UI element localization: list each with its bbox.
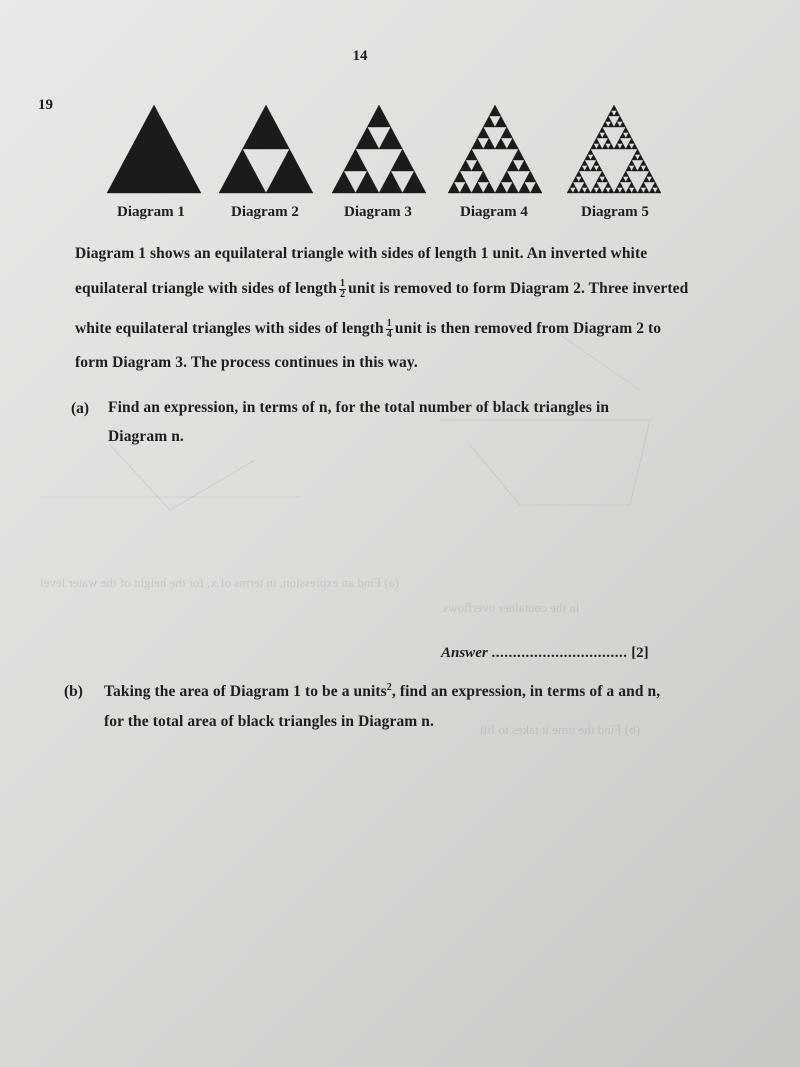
part-a-question-line: Diagram n. bbox=[108, 428, 184, 445]
superscript: 2 bbox=[386, 682, 392, 693]
fraction-quarter bbox=[386, 319, 393, 340]
part-b-label: (b) bbox=[64, 683, 83, 700]
sierpinski-triangle-depth-1 bbox=[218, 104, 314, 194]
diagram-label: Diagram 3 bbox=[344, 204, 412, 220]
part-b-text: , find an expression, in terms of a and n, bbox=[391, 683, 661, 701]
black-triangle bbox=[472, 138, 484, 149]
black-triangle bbox=[495, 138, 507, 149]
question-number: 19 bbox=[38, 97, 53, 113]
black-triangle bbox=[495, 182, 507, 193]
part-a-label: (a) bbox=[71, 400, 90, 417]
black-triangle bbox=[501, 171, 513, 182]
part-a-question-line: Find an expression, in terms of n, for the total number of black triangles in bbox=[108, 399, 610, 416]
black-triangle bbox=[501, 127, 513, 138]
black-triangle bbox=[466, 149, 478, 160]
sierpinski-triangle-depth-2 bbox=[331, 104, 427, 194]
black-triangle bbox=[582, 182, 588, 188]
black-triangle bbox=[530, 182, 542, 193]
black-triangle bbox=[626, 177, 632, 183]
black-triangle bbox=[599, 127, 605, 133]
black-triangle bbox=[448, 182, 460, 193]
black-triangle bbox=[614, 188, 620, 194]
black-triangle bbox=[652, 182, 658, 188]
black-triangle bbox=[519, 182, 531, 193]
black-triangle bbox=[460, 160, 472, 171]
black-triangle bbox=[507, 138, 519, 149]
black-triangle bbox=[643, 177, 649, 183]
black-triangle bbox=[646, 171, 652, 177]
black-triangle bbox=[570, 182, 576, 188]
black-triangle bbox=[655, 188, 661, 194]
black-triangle bbox=[626, 133, 632, 139]
black-triangle bbox=[367, 105, 391, 127]
fraction-numerator: 1 bbox=[340, 278, 346, 289]
diagram-label: Diagram 1 bbox=[117, 204, 185, 220]
intro-line bbox=[75, 319, 661, 340]
black-triangle bbox=[593, 160, 599, 166]
black-triangle bbox=[602, 188, 608, 194]
black-triangle bbox=[585, 155, 591, 161]
diagram-label: Diagram 5 bbox=[581, 204, 649, 220]
black-triangle bbox=[605, 182, 611, 188]
black-triangle bbox=[591, 166, 597, 172]
bleed-through-text: (a) Find an expression, in terms of x, for the height of the water level bbox=[40, 575, 399, 590]
black-triangle bbox=[620, 133, 626, 139]
black-triangle bbox=[579, 177, 585, 183]
black-triangle bbox=[640, 160, 646, 166]
diagram-label: Diagram 2 bbox=[231, 204, 299, 220]
black-triangle bbox=[585, 188, 591, 194]
black-triangle bbox=[403, 171, 427, 193]
black-triangle bbox=[608, 144, 614, 150]
black-triangle bbox=[593, 182, 599, 188]
black-triangle bbox=[483, 138, 495, 149]
black-triangle bbox=[579, 188, 585, 194]
black-triangle bbox=[623, 171, 629, 177]
black-triangle bbox=[629, 138, 635, 144]
black-triangle bbox=[356, 171, 380, 193]
sierpinski-triangle-depth-0 bbox=[106, 104, 202, 194]
intro-text: unit is then removed from Diagram 2 to bbox=[394, 320, 662, 338]
black-triangle bbox=[629, 182, 635, 188]
black-triangle bbox=[219, 149, 266, 193]
black-triangle bbox=[638, 166, 644, 172]
black-triangle bbox=[107, 105, 201, 193]
black-triangle bbox=[579, 166, 585, 172]
black-triangle bbox=[266, 149, 313, 193]
black-triangle bbox=[524, 171, 536, 182]
black-triangle bbox=[588, 149, 594, 155]
black-triangle bbox=[620, 144, 626, 150]
black-triangle bbox=[391, 149, 415, 171]
black-triangle bbox=[507, 160, 519, 171]
diagram-1 bbox=[106, 104, 202, 194]
sierpinski-triangle-depth-4 bbox=[566, 104, 662, 194]
black-triangle bbox=[513, 149, 525, 160]
black-triangle bbox=[614, 122, 620, 128]
black-triangle bbox=[643, 188, 649, 194]
black-triangle bbox=[472, 160, 484, 171]
black-triangle bbox=[477, 127, 489, 138]
fraction-denominator: 2 bbox=[340, 289, 346, 300]
fraction-denominator: 4 bbox=[386, 329, 392, 340]
page-number: 14 bbox=[352, 48, 368, 64]
black-triangle bbox=[608, 111, 614, 117]
bleed-through-text: in the container overflows. bbox=[440, 600, 580, 615]
answer-blank[interactable]: ................................ bbox=[491, 645, 628, 661]
black-triangle bbox=[632, 144, 638, 150]
black-triangle bbox=[608, 122, 614, 128]
black-triangle bbox=[573, 177, 579, 183]
black-triangle bbox=[602, 144, 608, 150]
black-triangle bbox=[495, 116, 507, 127]
diagram-label: Diagram 4 bbox=[460, 204, 528, 220]
black-triangle bbox=[605, 116, 611, 122]
black-triangle bbox=[585, 166, 591, 172]
black-triangle bbox=[605, 138, 611, 144]
black-triangle bbox=[626, 166, 632, 172]
black-triangle bbox=[599, 171, 605, 177]
black-triangle bbox=[632, 155, 638, 161]
black-triangle bbox=[591, 188, 597, 194]
black-triangle bbox=[638, 155, 644, 161]
black-triangle bbox=[483, 182, 495, 193]
diagram-3 bbox=[331, 104, 427, 194]
part-b-question-line bbox=[104, 683, 660, 700]
black-triangle bbox=[617, 182, 623, 188]
black-triangle bbox=[332, 171, 356, 193]
marks: [2] bbox=[631, 645, 649, 661]
part-b-text: Taking the area of Diagram 1 to be a units bbox=[104, 683, 387, 701]
part-b-question-line: for the total area of black triangles in Diagram n. bbox=[104, 713, 434, 730]
black-triangle bbox=[620, 122, 626, 128]
black-triangle bbox=[626, 144, 632, 150]
black-triangle bbox=[460, 182, 472, 193]
black-triangle bbox=[379, 171, 403, 193]
intro-text: unit is removed to form Diagram 2. Three inverted bbox=[348, 280, 689, 298]
answer-label: Answer bbox=[441, 645, 488, 661]
black-triangle bbox=[596, 188, 602, 194]
diagram-5 bbox=[566, 104, 662, 194]
black-triangle bbox=[582, 160, 588, 166]
black-triangle bbox=[596, 144, 602, 150]
black-triangle bbox=[626, 188, 632, 194]
black-triangle bbox=[596, 177, 602, 183]
black-triangle bbox=[489, 105, 501, 116]
black-triangle bbox=[591, 144, 597, 150]
black-triangle bbox=[635, 149, 641, 155]
diagram-row bbox=[0, 0, 800, 230]
intro-line bbox=[75, 279, 688, 300]
black-triangle bbox=[356, 127, 380, 149]
fraction-numerator: 1 bbox=[386, 318, 392, 329]
black-triangle bbox=[632, 188, 638, 194]
sierpinski-triangle-depth-3 bbox=[447, 104, 543, 194]
black-triangle bbox=[620, 177, 626, 183]
black-triangle bbox=[483, 116, 495, 127]
diagram-2 bbox=[218, 104, 314, 194]
fraction-half bbox=[339, 279, 346, 300]
black-triangle bbox=[623, 127, 629, 133]
black-triangle bbox=[596, 166, 602, 172]
black-triangle bbox=[576, 171, 582, 177]
intro-text: equilateral triangle with sides of length bbox=[75, 280, 337, 298]
black-triangle bbox=[632, 166, 638, 172]
bleed-through-text: (b) Find the time it takes to fill bbox=[480, 722, 640, 737]
black-triangle bbox=[629, 160, 635, 166]
black-triangle bbox=[519, 160, 531, 171]
black-triangle bbox=[243, 105, 290, 149]
black-triangle bbox=[638, 188, 644, 194]
black-triangle bbox=[472, 182, 484, 193]
black-triangle bbox=[649, 177, 655, 183]
intro-line: form Diagram 3. The process continues in this way. bbox=[75, 354, 418, 371]
black-triangle bbox=[573, 188, 579, 194]
intro-line: Diagram 1 shows an equilateral triangle with sides of length 1 unit. An inverted white bbox=[75, 245, 648, 262]
black-triangle bbox=[591, 155, 597, 161]
black-triangle bbox=[344, 149, 368, 171]
black-triangle bbox=[507, 182, 519, 193]
black-triangle bbox=[593, 138, 599, 144]
black-triangle bbox=[379, 127, 403, 149]
black-triangle bbox=[454, 171, 466, 182]
black-triangle bbox=[608, 188, 614, 194]
black-triangle bbox=[596, 133, 602, 139]
intro-text: white equilateral triangles with sides of length bbox=[75, 320, 384, 338]
black-triangle bbox=[640, 182, 646, 188]
black-triangle bbox=[617, 138, 623, 144]
black-triangle bbox=[620, 188, 626, 194]
black-triangle bbox=[602, 177, 608, 183]
part-a-answer-line bbox=[441, 645, 649, 662]
black-triangle bbox=[614, 111, 620, 117]
black-triangle bbox=[477, 171, 489, 182]
black-triangle bbox=[602, 133, 608, 139]
black-triangle bbox=[602, 122, 608, 128]
black-triangle bbox=[567, 188, 573, 194]
black-triangle bbox=[649, 188, 655, 194]
diagram-4 bbox=[447, 104, 543, 194]
black-triangle bbox=[614, 144, 620, 150]
black-triangle bbox=[643, 166, 649, 172]
black-triangle bbox=[617, 116, 623, 122]
black-triangle bbox=[611, 105, 617, 111]
